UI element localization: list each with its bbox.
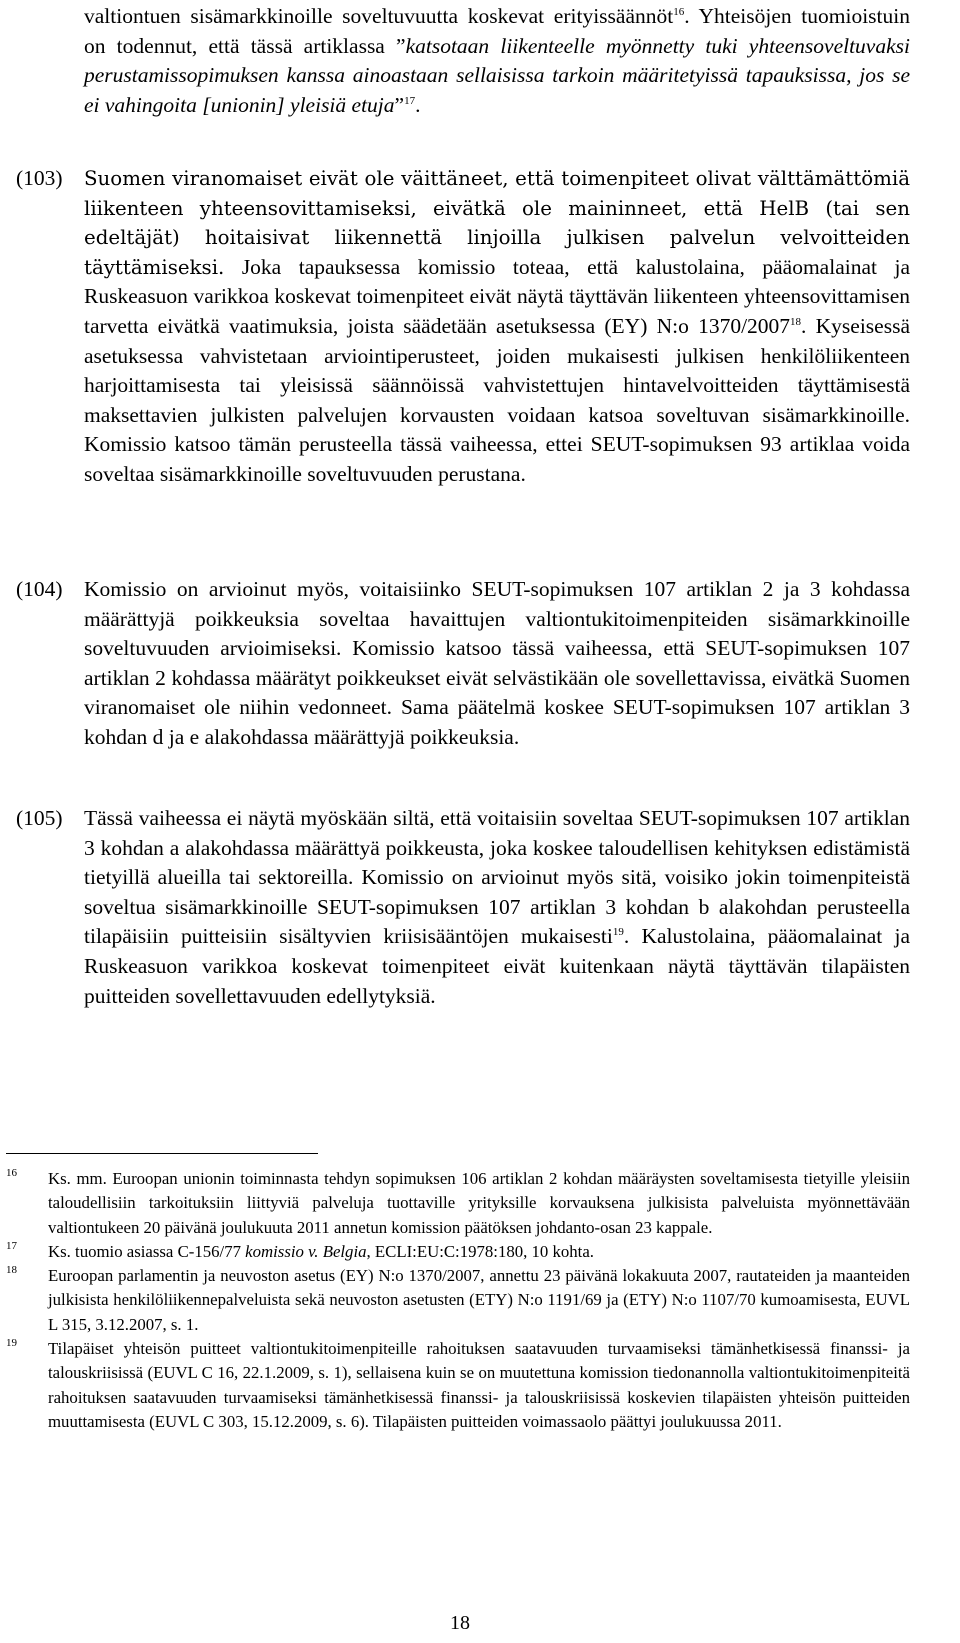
paragraph-text bbox=[84, 804, 910, 1011]
footnote-19 bbox=[6, 1337, 910, 1434]
paragraph-text-part: Tässä vaiheessa ei näytä myöskään siltä, että voitaisiin soveltaa SEUT-sopimuksen 107 artiklan 3 kohdan a alakohdassa määrättyä poikkeusta, joka koskee taloudellisen kehityksen edistämistä tietyillä alueilla tai sektoreilla. Komissio on arvioinut myös sitä, voisiko jokin toimenpiteistä soveltua sisämarkkinoille SEUT-sopimuksen 107 artiklan 3 kohdan b alakohdan perusteella tilapäisiin puitteisiin sisältyvien kriisisääntöjen mukaisesti bbox=[84, 806, 910, 949]
continuation-paragraph bbox=[84, 2, 910, 120]
footnote-number: 16 bbox=[6, 1167, 17, 1179]
footnote-ref-18[interactable]: 18 bbox=[790, 315, 802, 328]
footnote-text-part: Ks. tuomio asiassa C-156/77 bbox=[48, 1241, 246, 1261]
footnote-separator bbox=[6, 1153, 318, 1154]
paragraph-number: (105) bbox=[16, 806, 63, 830]
footnote-text: Tilapäiset yhteisön puitteet valtiontukitoimenpiteille rahoituksen saatavuuden turvaamiseksi tämänhetkisessä finanssi- ja talouskriisissä (EUVL C 16, 22.1.2009, s. 1), sellaisena kuin se on muutettuna komission tiedonannolla valtiontukitoimenpiteitä rahoituksen saatavuuden turvaamiseksi tämänhetkisessä finanssi- ja talouskriisissä koskevien tilapäisten yhteisön puitteiden muuttamisesta (EUVL C 303, 15.12.2009, s. 6). Tilapäisten puitteiden voimassaolo päättyi joulukuussa 2011. bbox=[48, 1339, 910, 1431]
footnote-text-part: , ECLI:EU:C:1978:180, 10 kohta. bbox=[366, 1241, 594, 1261]
continuation-text: . Yhteisöjen tuomioistuin on todennut, että tässä artiklassa ” bbox=[84, 4, 910, 58]
footnote-text bbox=[48, 1240, 910, 1264]
page-number: 18 bbox=[450, 1612, 470, 1634]
footnote-number: 18 bbox=[6, 1264, 17, 1277]
paragraph-text-part: Joka tapauksessa komissio toteaa, että kalustolaina, pääomalainat ja Ruskeasuon varikkoa koskevat toimenpiteet eivät näytä täyttävän liikenteen yhteensovittamisen tarvetta eivätkä vaatimuksia, joista säädetään asetuksessa (EY) N:o 1370/2007 bbox=[84, 254, 910, 338]
footnote-ref-17[interactable]: 17 bbox=[404, 94, 416, 107]
footnote-18 bbox=[6, 1264, 910, 1337]
footnote-17 bbox=[6, 1240, 910, 1264]
footnote-ref-19[interactable]: 19 bbox=[612, 926, 624, 939]
paragraph-103 bbox=[16, 164, 910, 490]
footnotes bbox=[6, 1167, 910, 1434]
paragraph-text-part: . Kyseisessä asetuksessa vahvistetaan arviointiperusteet, joiden mukaisesti julkisen henkilöliikenteen harjoittamisesta tai yleisissä säännöissä vahvistettujen hintavelvoitteiden täyttämisestä maksettavien julkisten palvelujen korvausten voidaan katsoa soveltuvan sisämarkkinoille. Komissio katsoo tämän perusteella tässä vaiheessa, ettei SEUT-sopimuksen 93 artiklaa voida soveltaa sisämarkkinoille soveltuvuuden perustana. bbox=[84, 313, 910, 486]
case-name: komissio v. Belgia bbox=[245, 1241, 367, 1261]
continuation-text: valtiontuen sisämarkkinoille soveltuvuutta koskevat erityissäännöt bbox=[84, 4, 674, 28]
paragraph-104 bbox=[16, 575, 910, 753]
paragraph-number: (104) bbox=[16, 577, 63, 601]
footnote-text: Euroopan parlamentin ja neuvoston asetus (EY) N:o 1370/2007, annettu 23 päivänä lokakuuta 2007, rautateiden ja maanteiden julkisista henkilöliikennepalveluista sekä neuvoston asetusten (ETY) N:o 1191/69 ja (ETY) N:o 1107/70 kumoamisesta, EUVL L 315, 3.12.2007, s. 1. bbox=[48, 1266, 910, 1334]
footnote-16 bbox=[6, 1167, 910, 1240]
continuation-text: ” bbox=[394, 92, 405, 117]
paragraph-105 bbox=[16, 804, 910, 1011]
continuation-text: . bbox=[415, 92, 421, 117]
footnote-ref-16[interactable]: 16 bbox=[673, 5, 685, 18]
footnote-number: 19 bbox=[6, 1337, 17, 1350]
paragraph-text-part: . Kalustolaina, pääomalainat ja Ruskeasuon varikkoa koskevat toimenpiteet eivät kuitenkaan näytä täyttävän tilapäisten puitteiden sovellettavuuden edellytyksiä. bbox=[84, 924, 910, 1008]
court-quote: katsotaan liikenteelle myönnetty tuki yhteensoveltuvaksi perustamissopimuksen kanssa ainoastaan sellaisissa tarkoin määritetyissä tapauksissa, jos se ei vahingoita [unionin] yleisiä etuja bbox=[84, 33, 910, 117]
footnote-text: Ks. mm. Euroopan unionin toiminnasta tehdyn sopimuksen 106 artiklan 2 kohdan määräysten soveltamisesta tietyille yleisiin taloudellisiin tarkoituksiin liittyviä palveluja tuottaville yrityksille korvauksena julkisista palveluista myönnettävään valtiontukeen 20 päivänä joulukuuta 2011 annetun komission päätöksen johdanto-osan 23 kappale. bbox=[48, 1169, 910, 1237]
paragraph-number: (103) bbox=[16, 166, 63, 190]
paragraph-text: Komissio on arvioinut myös, voitaisiinko SEUT-sopimuksen 107 artiklan 2 ja 3 kohdassa määrättyjä poikkeuksia soveltaa havaittujen valtiontukitoimenpiteiden sisämarkkinoille soveltuvuuden arvioimiseksi. Komissio katsoo tässä vaiheessa, että SEUT-sopimuksen 107 artiklan 2 kohdassa määrätyt poikkeukset eivät selvästikään ole sovellettavissa, eivätkä Suomen viranomaiset ole niihin vedonneet. Sama päätelmä koskee SEUT-sopimuksen 107 artiklan 3 kohdan d ja e alakohdassa määrättyjä poikkeuksia. bbox=[84, 577, 910, 749]
paragraph-text-part: Suomen viranomaiset eivät ole väittäneet, että toimenpiteet olivat välttämättömiä liikenteen yhteensovittamiseksi, eivätkä ole maininneet, että HelB (tai sen edeltäjät) hoitaisivat liikennettä linjoilla julkisen palvelun velvoitteiden täyttämiseksi. bbox=[84, 167, 910, 279]
paragraph-text bbox=[84, 164, 910, 490]
footnote-number: 17 bbox=[6, 1239, 17, 1252]
